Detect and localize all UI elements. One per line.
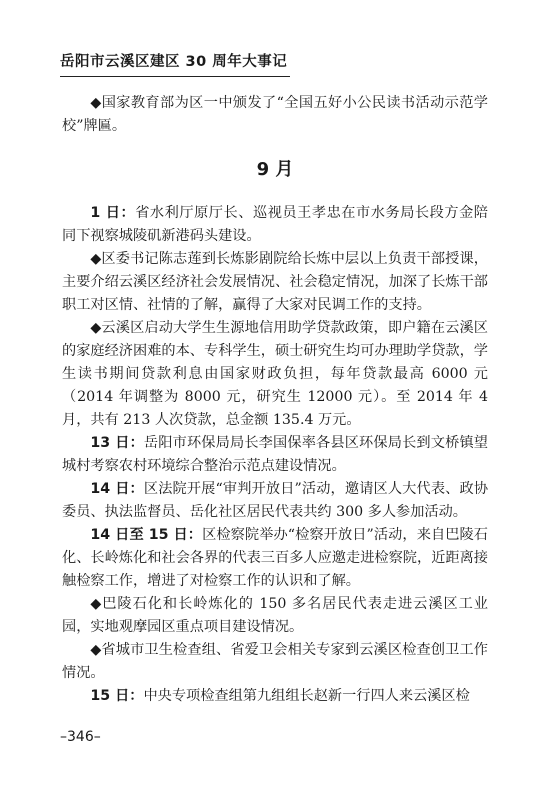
paragraph-text: 区检察院举办“检察开放日”活动，来自巴陵石化、长岭炼化和社会各界的代表三百多人应邀走进检察院，近距离接触检察工作，增进了对检察工作的认识和了解。 [62,527,488,589]
page-number: –346– [60,729,101,745]
paragraph [62,685,488,708]
date-lead: 14 日至 15 日： [90,527,203,543]
paragraph [62,92,488,138]
paragraph-text: ◆区委书记陈志莲到长炼影剧院给长炼中层以上负责干部授课，主要介绍云溪区经济社会发展情况、社会稳定情况，加深了长炼干部职工对区情、社情的了解，赢得了大家对民调工作的支持。 [62,251,488,313]
paragraph-text: 中央专项检查组第九组组长赵新一行四人来云溪区检 [143,688,470,704]
paragraph-text: 岳阳市环保局局长李国保率各县区环保局长到文桥镇望城村考察农村环境综合整治示范点建设情况。 [62,435,488,474]
paragraph [62,639,488,685]
paragraph [62,317,488,432]
paragraph-text: ◆云溪区启动大学生生源地信用助学贷款政策，即户籍在云溪区的家庭经济困难的本、专科学生，硕士研究生均可办理助学贷款，学生读书期间贷款利息由国家财政负担，每年贷款最高 6000 元（2014 年调整为 8000 元，研究生 12000 元）。至 2014 年 4 月，共有 213 人次贷款，总金额 135.4 万元。 [62,320,488,428]
paragraph-text: ◆国家教育部为区一中颁发了“全国五好小公民读书活动示范学校”牌匾。 [62,95,488,134]
date-lead: 14 日： [90,481,144,497]
date-lead: 15 日： [90,688,144,704]
paragraph-text: ◆巴陵石化和长岭炼化的 150 多名居民代表走进云溪区工业园，实地观摩园区重点项目建设情况。 [62,596,488,635]
paragraph-text: 区法院开展“审判开放日”活动，邀请区人大代表、政协委员、执法监督员、岳化社区居民代表共约 300 多人参加活动。 [62,481,489,520]
header-rule [60,76,290,77]
paragraph [62,478,488,524]
date-lead: 13 日： [90,435,144,451]
paragraph [62,432,488,478]
paragraph [62,524,488,593]
running-header: 岳阳市云溪区建区 30 周年大事记 [60,54,288,70]
paragraph [62,593,488,639]
paragraph-text: ◆省城市卫生检查组、省爱卫会相关专家到云溪区检查创卫工作情况。 [62,642,488,681]
month-heading: 9 月 [256,159,294,180]
paragraph-text: 省水利厅原厅长、巡视员王孝忠在市水务局长段方金陪同下视察城陵矶新港码头建设。 [62,205,488,244]
paragraph [62,248,488,317]
paragraph [62,202,488,248]
date-lead: 1 日： [90,205,136,221]
page-body [62,92,488,708]
